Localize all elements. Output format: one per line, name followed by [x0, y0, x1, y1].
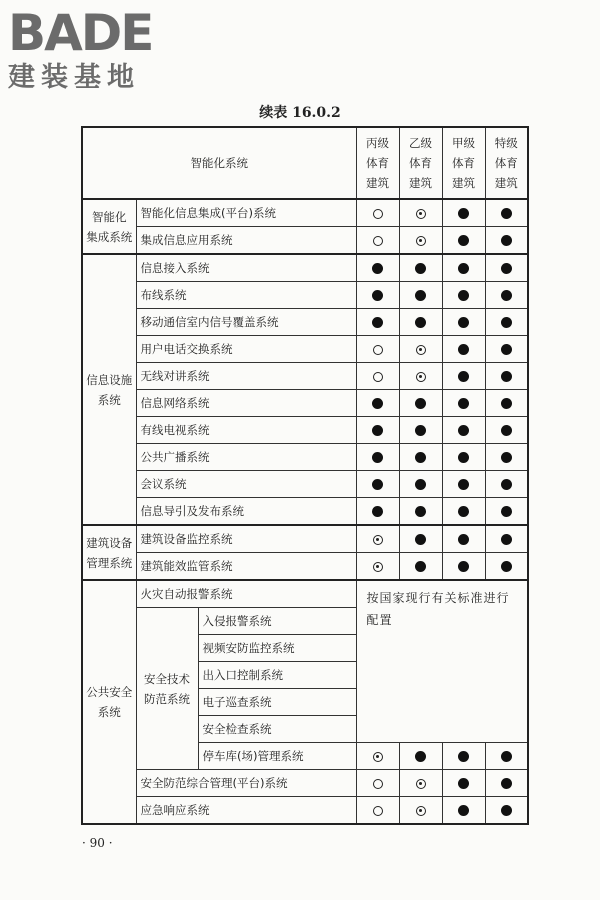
system-label: 出入口控制系统	[198, 662, 356, 689]
mark-cell	[442, 227, 485, 255]
group-label: 信息设施	[86, 372, 133, 387]
system-label: 入侵报警系统	[198, 608, 356, 635]
filled-dot-icon	[415, 751, 426, 762]
filled-dot-icon	[458, 317, 469, 328]
filled-dot-icon	[501, 751, 512, 762]
mark-cell	[399, 199, 442, 227]
dotted-circle-icon	[416, 779, 426, 789]
dotted-circle-icon	[416, 236, 426, 246]
mark-cell	[399, 254, 442, 282]
header-line: 丙级	[366, 136, 390, 150]
mark-cell	[356, 227, 399, 255]
mark-cell	[399, 417, 442, 444]
system-label: 信息网络系统	[136, 390, 356, 417]
filled-dot-icon	[372, 452, 383, 463]
system-label: 集成信息应用系统	[136, 227, 356, 255]
system-label: 用户电话交换系统	[136, 336, 356, 363]
system-label: 公共广播系统	[136, 444, 356, 471]
filled-dot-icon	[458, 561, 469, 572]
mark-cell	[356, 282, 399, 309]
logo-wordmark: BADE	[8, 4, 153, 62]
mark-cell	[485, 363, 528, 390]
mark-cell	[399, 770, 442, 797]
system-label: 会议系统	[136, 471, 356, 498]
mark-cell	[399, 282, 442, 309]
filled-dot-icon	[458, 371, 469, 382]
header-line: 体育	[452, 156, 476, 170]
bade-logo	[8, 6, 178, 94]
filled-dot-icon	[372, 479, 383, 490]
system-label: 建筑设备监控系统	[136, 525, 356, 553]
filled-dot-icon	[372, 290, 383, 301]
header-line: 体育	[494, 156, 518, 170]
filled-dot-icon	[415, 479, 426, 490]
table-row	[82, 309, 528, 336]
group-cell	[136, 608, 198, 770]
group-label: 智能化	[92, 209, 127, 224]
mark-cell	[442, 309, 485, 336]
table-row	[82, 199, 528, 227]
filled-dot-icon	[501, 561, 512, 572]
mark-cell	[442, 199, 485, 227]
mark-cell	[399, 390, 442, 417]
header-col-te	[485, 127, 528, 199]
filled-dot-icon	[372, 425, 383, 436]
filled-dot-icon	[501, 263, 512, 274]
group-cell	[82, 254, 136, 525]
mark-cell	[399, 797, 442, 825]
header-line: 建筑	[366, 176, 390, 190]
system-label: 无线对讲系统	[136, 363, 356, 390]
table-row	[82, 471, 528, 498]
system-label: 停车库(场)管理系统	[198, 743, 356, 770]
filled-dot-icon	[501, 371, 512, 382]
mark-cell	[442, 553, 485, 581]
group-label: 公共安全	[86, 685, 133, 699]
intelligent-systems-table	[81, 126, 529, 825]
filled-dot-icon	[372, 506, 383, 517]
filled-dot-icon	[458, 778, 469, 789]
mark-cell	[356, 797, 399, 825]
filled-dot-icon	[501, 534, 512, 545]
system-label: 火灾自动报警系统	[136, 580, 356, 608]
mark-cell	[485, 553, 528, 581]
table-row	[82, 553, 528, 581]
filled-dot-icon	[415, 534, 426, 545]
table-row	[82, 417, 528, 444]
filled-dot-icon	[458, 425, 469, 436]
mark-cell	[442, 471, 485, 498]
filled-dot-icon	[458, 290, 469, 301]
table-row	[82, 227, 528, 255]
table-caption: 续表 16.0.2	[259, 105, 341, 121]
filled-dot-icon	[501, 452, 512, 463]
hollow-circle-icon	[373, 345, 383, 355]
header-line: 体育	[366, 156, 390, 170]
filled-dot-icon	[415, 317, 426, 328]
system-label: 安全防范综合管理(平台)系统	[136, 770, 356, 797]
mark-cell	[399, 227, 442, 255]
group-cell	[82, 525, 136, 580]
mark-cell	[442, 444, 485, 471]
table-row	[82, 444, 528, 471]
table-row	[82, 580, 528, 608]
mark-cell	[485, 336, 528, 363]
standard-note: 按国家现行有关标准进行配置	[366, 591, 510, 627]
system-label: 应急响应系统	[136, 797, 356, 825]
mark-cell	[485, 498, 528, 526]
header-line: 建筑	[494, 176, 518, 190]
mark-cell	[399, 336, 442, 363]
header-line: 乙级	[409, 136, 433, 150]
table-row	[82, 336, 528, 363]
header-col-jia	[442, 127, 485, 199]
table-row	[82, 498, 528, 526]
hollow-circle-icon	[373, 806, 383, 816]
group-label: 系统	[97, 705, 121, 719]
system-label: 信息导引及发布系统	[136, 498, 356, 526]
standard-note-cell	[356, 580, 528, 743]
hollow-circle-icon	[373, 779, 383, 789]
mark-cell	[485, 444, 528, 471]
system-label: 有线电视系统	[136, 417, 356, 444]
header-col-bing	[356, 127, 399, 199]
filled-dot-icon	[458, 235, 469, 246]
table-row	[82, 282, 528, 309]
group-label: 建筑设备	[86, 535, 133, 550]
logo-subtitle: 建装基地	[8, 62, 140, 93]
mark-cell	[356, 390, 399, 417]
mark-cell	[485, 417, 528, 444]
mark-cell	[442, 770, 485, 797]
system-label: 安全检查系统	[198, 716, 356, 743]
group-cell	[82, 199, 136, 254]
dotted-circle-icon	[416, 345, 426, 355]
mark-cell	[356, 471, 399, 498]
mark-cell	[442, 797, 485, 825]
dotted-circle-icon	[373, 562, 383, 572]
mark-cell	[485, 390, 528, 417]
page-number: · 90 ·	[82, 836, 113, 850]
system-label: 移动通信室内信号覆盖系统	[136, 309, 356, 336]
filled-dot-icon	[458, 398, 469, 409]
header-line: 建筑	[409, 176, 433, 190]
mark-cell	[485, 797, 528, 825]
mark-cell	[356, 770, 399, 797]
mark-cell	[356, 336, 399, 363]
group-cell	[82, 580, 136, 824]
dotted-circle-icon	[373, 752, 383, 762]
mark-cell	[485, 254, 528, 282]
group-label: 集成系统	[86, 229, 133, 244]
mark-cell	[356, 254, 399, 282]
filled-dot-icon	[372, 263, 383, 274]
filled-dot-icon	[372, 317, 383, 328]
filled-dot-icon	[415, 398, 426, 409]
mark-cell	[442, 254, 485, 282]
table-row	[82, 390, 528, 417]
mark-cell	[485, 227, 528, 255]
mark-cell	[356, 309, 399, 336]
dotted-circle-icon	[373, 535, 383, 545]
mark-cell	[399, 525, 442, 553]
mark-cell	[485, 309, 528, 336]
filled-dot-icon	[501, 235, 512, 246]
mark-cell	[442, 336, 485, 363]
mark-cell	[399, 444, 442, 471]
table-row	[82, 770, 528, 797]
mark-cell	[356, 444, 399, 471]
system-label: 智能化信息集成(平台)系统	[136, 199, 356, 227]
mark-cell	[356, 553, 399, 581]
filled-dot-icon	[458, 263, 469, 274]
mark-cell	[356, 498, 399, 526]
mark-cell	[356, 363, 399, 390]
header-line: 甲级	[452, 136, 476, 150]
filled-dot-icon	[458, 452, 469, 463]
mark-cell	[399, 363, 442, 390]
mark-cell	[442, 282, 485, 309]
dotted-circle-icon	[416, 372, 426, 382]
group-label: 管理系统	[86, 555, 133, 570]
filled-dot-icon	[415, 425, 426, 436]
mark-cell	[356, 417, 399, 444]
mark-cell	[442, 417, 485, 444]
table-row	[82, 525, 528, 553]
mark-cell	[442, 743, 485, 770]
mark-cell	[485, 282, 528, 309]
dotted-circle-icon	[416, 209, 426, 219]
filled-dot-icon	[501, 290, 512, 301]
mark-cell	[485, 770, 528, 797]
mark-cell	[442, 363, 485, 390]
mark-cell	[442, 498, 485, 526]
group-label: 安全技术	[144, 671, 190, 686]
filled-dot-icon	[501, 344, 512, 355]
table-row	[82, 254, 528, 282]
filled-dot-icon	[458, 751, 469, 762]
header-line: 建筑	[452, 176, 476, 190]
filled-dot-icon	[501, 425, 512, 436]
filled-dot-icon	[458, 534, 469, 545]
filled-dot-icon	[415, 561, 426, 572]
system-label: 建筑能效监管系统	[136, 553, 356, 581]
mark-cell	[442, 390, 485, 417]
table-row	[82, 363, 528, 390]
hollow-circle-icon	[373, 209, 383, 219]
mark-cell	[485, 525, 528, 553]
filled-dot-icon	[458, 479, 469, 490]
table-row	[82, 797, 528, 825]
filled-dot-icon	[415, 263, 426, 274]
mark-cell	[356, 525, 399, 553]
filled-dot-icon	[415, 290, 426, 301]
group-label: 防范系统	[144, 691, 190, 706]
header-line: 特级	[494, 136, 518, 150]
filled-dot-icon	[501, 398, 512, 409]
hollow-circle-icon	[373, 236, 383, 246]
mark-cell	[399, 743, 442, 770]
mark-cell	[356, 743, 399, 770]
header-system: 智能化系统	[82, 127, 356, 199]
hollow-circle-icon	[373, 372, 383, 382]
filled-dot-icon	[501, 208, 512, 219]
mark-cell	[399, 309, 442, 336]
mark-cell	[356, 199, 399, 227]
system-label: 布线系统	[136, 282, 356, 309]
filled-dot-icon	[415, 506, 426, 517]
mark-cell	[485, 743, 528, 770]
filled-dot-icon	[458, 805, 469, 816]
filled-dot-icon	[501, 479, 512, 490]
mark-cell	[485, 199, 528, 227]
filled-dot-icon	[458, 344, 469, 355]
filled-dot-icon	[458, 506, 469, 517]
filled-dot-icon	[501, 506, 512, 517]
mark-cell	[399, 471, 442, 498]
system-label: 电子巡查系统	[198, 689, 356, 716]
header-line: 体育	[409, 156, 433, 170]
header-col-yi	[399, 127, 442, 199]
filled-dot-icon	[458, 208, 469, 219]
mark-cell	[442, 525, 485, 553]
mark-cell	[399, 498, 442, 526]
dotted-circle-icon	[416, 806, 426, 816]
filled-dot-icon	[501, 805, 512, 816]
mark-cell	[485, 471, 528, 498]
filled-dot-icon	[501, 317, 512, 328]
filled-dot-icon	[372, 398, 383, 409]
system-label: 信息接入系统	[136, 254, 356, 282]
mark-cell	[399, 553, 442, 581]
header-row	[82, 127, 528, 199]
system-label: 视频安防监控系统	[198, 635, 356, 662]
group-label: 系统	[97, 392, 121, 407]
filled-dot-icon	[415, 452, 426, 463]
filled-dot-icon	[501, 778, 512, 789]
